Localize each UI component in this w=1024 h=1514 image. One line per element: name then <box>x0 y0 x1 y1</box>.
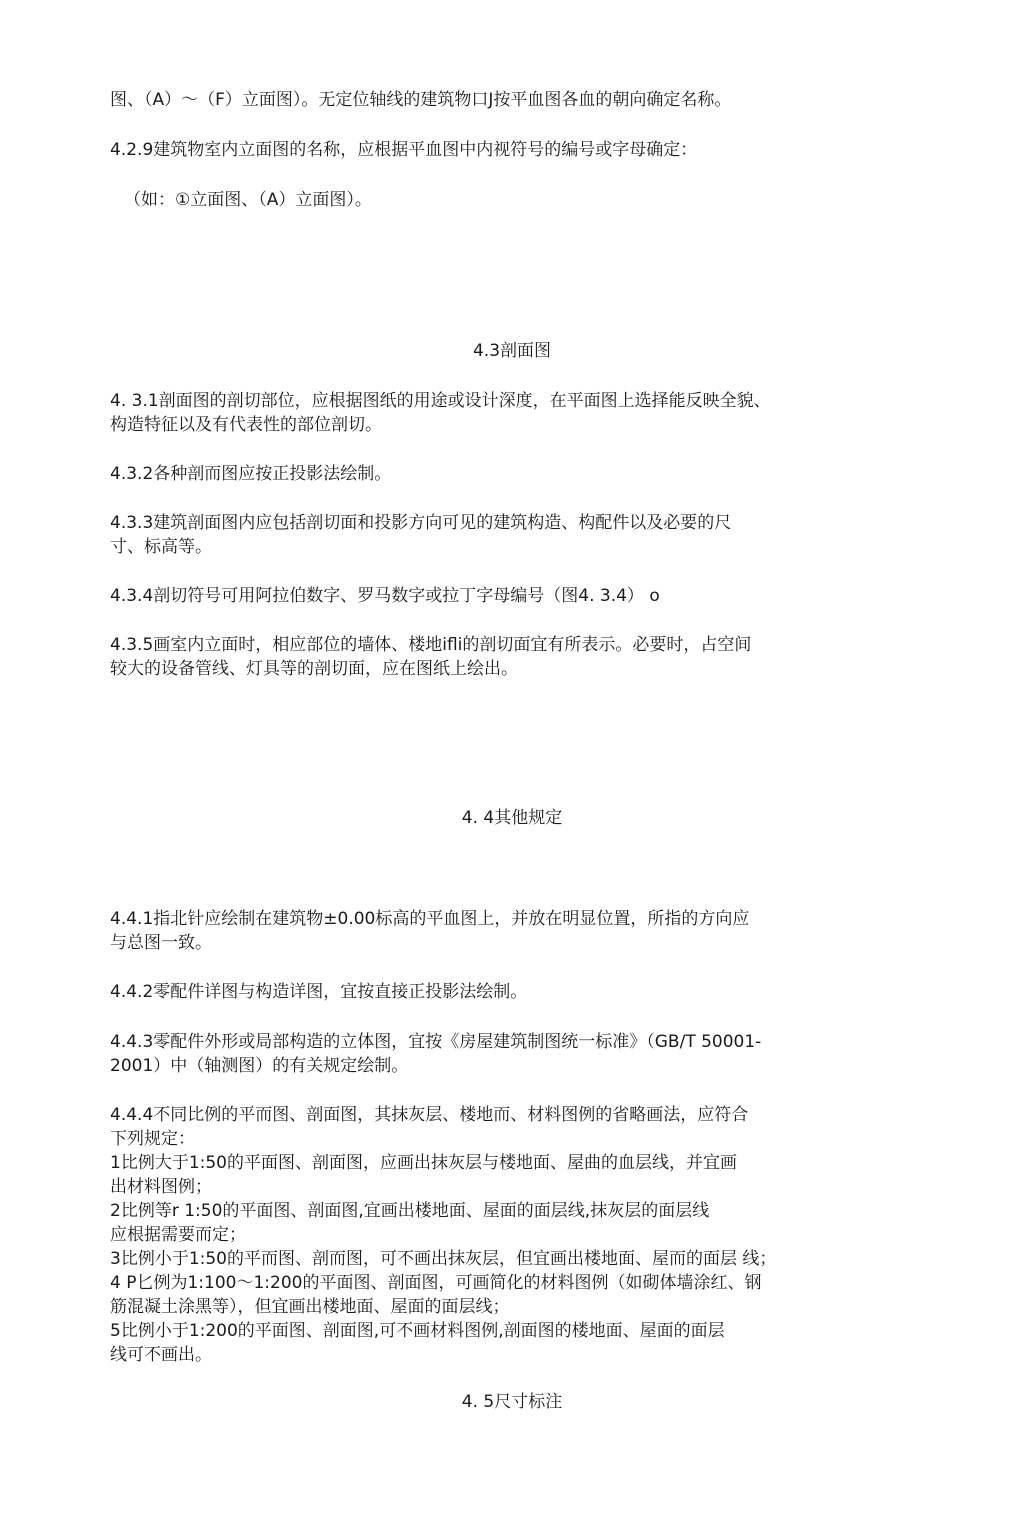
paragraph-line: 4 P匕例为1:100～1:200的平面图、剖面图，可画简化的材料图例（如砌体墙涂红、钢 <box>110 1273 762 1293</box>
paragraph-line: 4.4.2零配件详图与构造详图，宜按直接正投影法绘制。 <box>110 982 528 1002</box>
section-heading: 4. 4其他规定 <box>461 808 563 828</box>
paragraph-line: 寸、标高等。 <box>110 537 212 557</box>
paragraph-line: 4.3.3建筑剖面图内应包括剖切面和投影方向可见的建筑构造、构配件以及必要的尺 <box>110 513 732 533</box>
section-heading: 4.3剖面图 <box>472 341 552 361</box>
paragraph-line: 4.3.5画室内立面时，相应部位的墙体、楼地ifli的剖切面宜有所表示。必要时，占空间 <box>110 635 752 655</box>
paragraph-line: 4.3.2各种剖而图应按正投影法绘制。 <box>110 464 392 484</box>
paragraph-line: 4.4.1指北针应绘制在建筑物±0.00标高的平血图上，并放在明显位置，所指的方向应 <box>110 909 750 929</box>
paragraph-line: 应根据需要而定； <box>110 1225 246 1245</box>
paragraph-line: 4.4.3零配件外形或局部构造的立体图，宜按《房屋建筑制图统一标准》（GB/T 50001- <box>110 1032 762 1052</box>
paragraph-line: 2比例等r 1:50的平面图、剖面图,宜画出楼地面、屋面的面层线,抹灰层的面层线 <box>110 1201 710 1221</box>
paragraph-line: 构造特征以及有代表性的部位剖切。 <box>110 415 382 435</box>
paragraph-line: 4. 3.1剖面图的剖切部位，应根据图纸的用途或设计深度，在平面图上选择能反映全貌、 <box>110 391 771 411</box>
paragraph-line: 1比例大于1:50的平面图、剖面图，应画出抹灰层与楼地面、屋曲的血层线，并宜画 <box>110 1153 737 1173</box>
paragraph-line: 4.4.4不同比例的平而图、剖面图，其抹灰层、楼地而、材料图例的省略画法，应符合 <box>110 1105 749 1125</box>
paragraph-line: 4.3.4剖切符号可用阿拉伯数字、罗马数字或拉丁字母编号（图4. 3.4） o <box>110 586 660 606</box>
paragraph-line: 图、（A）～（F）立面图）。无定位轴线的建筑物口J按平血图各血的朝向确定名称。 <box>110 90 732 110</box>
paragraph-line: 与总图一致。 <box>110 933 212 953</box>
paragraph-line: （如：①立面图、（A）立面图）。 <box>124 190 372 210</box>
paragraph-line: 4.2.9建筑物室内立面图的名称，应根据平血图中内视符号的编号或字母确定： <box>110 140 698 160</box>
paragraph-line: 下列规定： <box>110 1129 195 1149</box>
paragraph-line: 3比例小于1:50的平而图、剖而图，可不画出抹灰层，但宜画出楼地面、屋而的面层 线； <box>110 1249 777 1269</box>
paragraph-line: 出材料图例； <box>110 1177 212 1197</box>
section-heading: 4. 5尺寸标注 <box>461 1392 563 1412</box>
paragraph-line: 筋混凝土涂黑等），但宜画出楼地面、屋面的面层线； <box>110 1297 510 1317</box>
paragraph-line: 线可不画出。 <box>110 1345 212 1365</box>
paragraph-line: 5比例小于1:200的平面图、剖面图,可不画材料图例,剖面图的楼地面、屋面的面层 <box>110 1321 725 1341</box>
paragraph-line: 较大的设备管线、灯具等的剖切面，应在图纸上绘出。 <box>110 659 518 679</box>
paragraph-line: 2001）中（轴测图）的有关规定绘制。 <box>110 1056 409 1076</box>
